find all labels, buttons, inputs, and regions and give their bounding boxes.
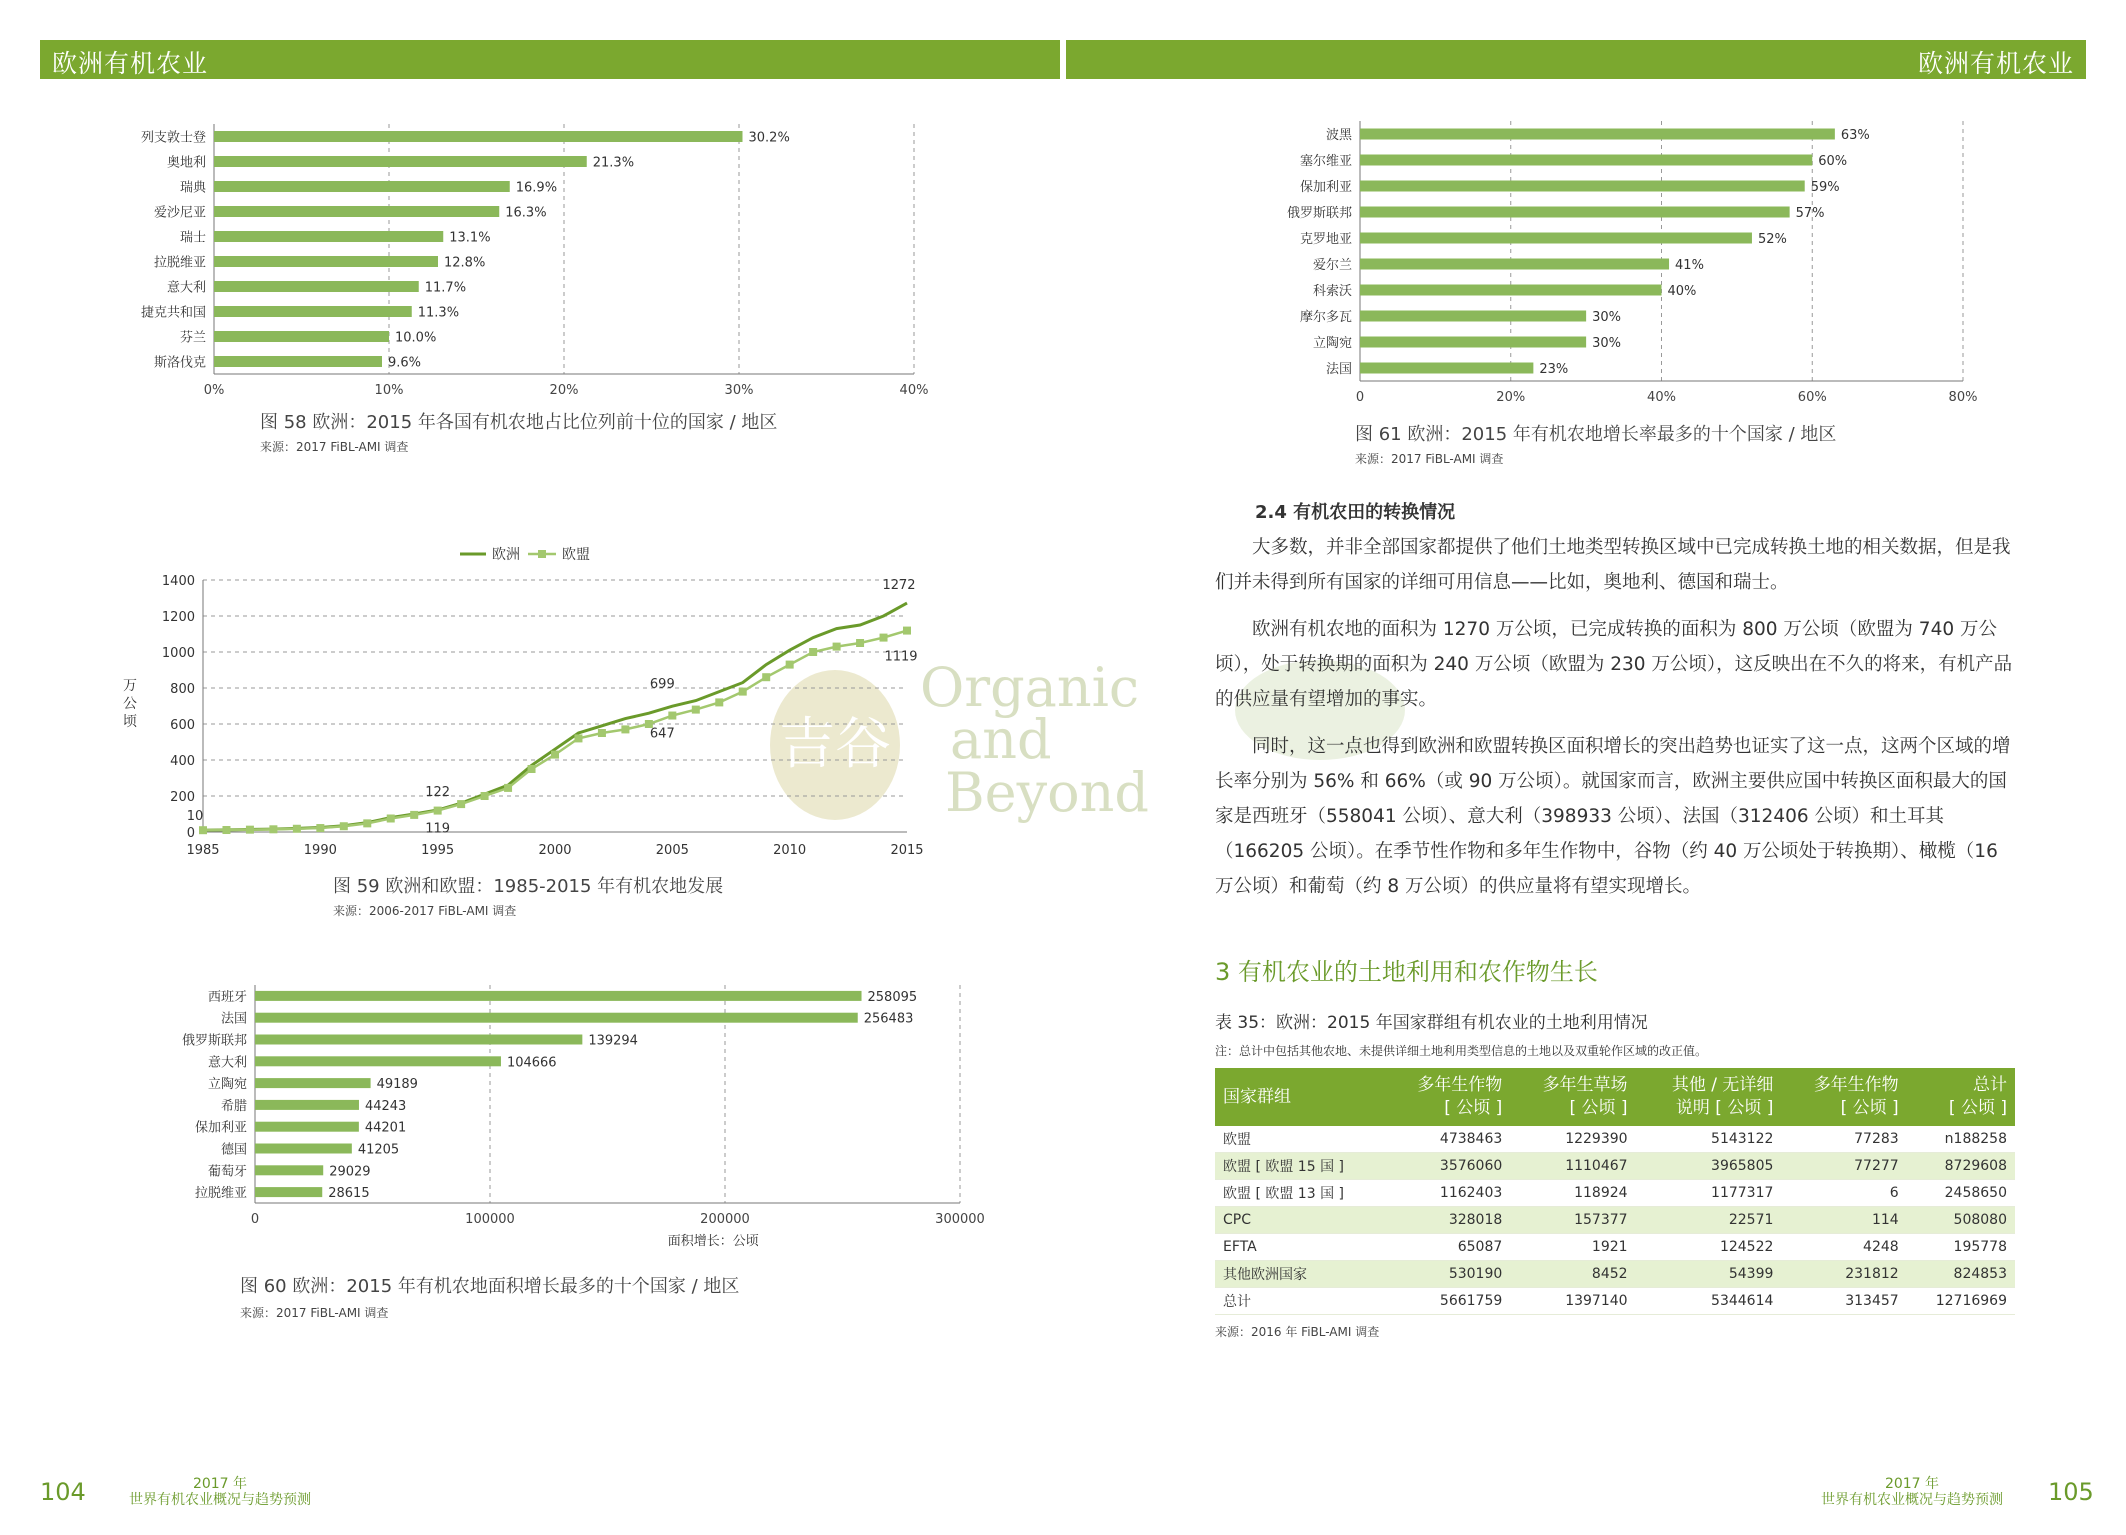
- table-row: [1215, 1180, 2015, 1207]
- fig58-category-label: 斯洛伐克: [153, 355, 206, 371]
- footer-title-right: [1812, 1476, 2012, 1508]
- fig61-caption: 图 61 欧洲：2015 年有机农地增长率最多的十个国家 / 地区: [1355, 424, 1837, 445]
- table-cell: 824853: [1907, 1261, 2015, 1288]
- fig61-tick-label: 0: [1355, 390, 1365, 405]
- fig61-category-label: 塞尔维亚: [1299, 154, 1352, 169]
- fig61-value-label: 60%: [1818, 154, 1848, 169]
- table-cell: 5143122: [1636, 1126, 1782, 1153]
- fig61-value-label: 63%: [1840, 128, 1870, 143]
- table-cell: 5344614: [1636, 1288, 1782, 1315]
- watermark-line-3: Beyond: [945, 761, 1150, 824]
- table-header-line-2: [ 公顷 ]: [1948, 1098, 2007, 1118]
- table-row: [1215, 1234, 2015, 1261]
- fig58-value-label: 11.7%: [424, 280, 467, 296]
- table-header-row: [1215, 1068, 2015, 1126]
- fig59-series-marker: [833, 643, 841, 651]
- fig61-value-label: 59%: [1810, 180, 1840, 195]
- fig61-tick-label: 20%: [1496, 390, 1526, 405]
- table-cell: 12716969: [1907, 1288, 2015, 1315]
- fig59-series-marker: [410, 811, 418, 819]
- table-cell: 157377: [1510, 1207, 1635, 1234]
- fig58-tick-label: 20%: [549, 383, 579, 398]
- table-header-cell: [1510, 1068, 1635, 1126]
- fig60-value-label: 44201: [364, 1120, 407, 1136]
- fig60-x-axis-label: 面积增长：公顷: [667, 1234, 759, 1249]
- fig59-series-marker: [715, 698, 723, 706]
- fig59-series-marker: [668, 712, 676, 720]
- table-row: [1215, 1261, 2015, 1288]
- fig61-category-label: 摩尔多瓦: [1299, 310, 1352, 325]
- fig59-x-tick-label: 2000: [538, 843, 572, 858]
- fig61-svg: [1220, 118, 2080, 418]
- fig58-tick-label: 40%: [899, 383, 929, 398]
- table-cell: 530190: [1385, 1261, 1510, 1288]
- table-row: [1215, 1207, 2015, 1234]
- fig59-series-marker: [574, 734, 582, 742]
- table35: [1215, 1068, 2015, 1315]
- table-row: [1215, 1153, 2015, 1180]
- table-cell: 2458650: [1907, 1180, 2015, 1207]
- fig59-series-marker: [269, 825, 277, 833]
- fig61-bar: [1360, 259, 1669, 270]
- fig58-svg: [100, 118, 960, 408]
- fig58-bar: [214, 331, 389, 342]
- fig58-value-label: 12.8%: [444, 255, 486, 271]
- table-header-line-2: [ 公顷 ]: [1840, 1098, 1899, 1118]
- fig59-data-label: 1119: [884, 649, 918, 665]
- fig58-chart: [100, 118, 960, 408]
- table-row: [1215, 1288, 2015, 1315]
- fig59-series-marker: [293, 825, 301, 833]
- fig59-data-label: 122: [425, 785, 451, 801]
- fig61-bar: [1360, 337, 1586, 348]
- fig61-value-label: 52%: [1757, 232, 1787, 247]
- table-cell: 1110467: [1510, 1153, 1635, 1180]
- fig59-chart: [100, 540, 960, 870]
- fig60-bar: [255, 1056, 501, 1066]
- table-cell: 195778: [1907, 1234, 2015, 1261]
- fig59-data-label: 699: [649, 677, 675, 693]
- fig61-category-label: 爱尔兰: [1312, 258, 1352, 273]
- watermark-line-2: and: [950, 708, 1052, 771]
- fig61-category-label: 科索沃: [1312, 284, 1352, 299]
- fig58-bar: [214, 231, 443, 242]
- header-bar-right: [1066, 40, 2086, 79]
- table-header-line-2: 说明 [ 公顷 ]: [1675, 1098, 1774, 1118]
- table-cell: 5661759: [1385, 1288, 1510, 1315]
- table-cell: 231812: [1781, 1261, 1906, 1288]
- table35-note: 注：总计中包括其他农地、未提供详细土地利用类型信息的土地以及双重轮作区域的改正值。: [1215, 1044, 1708, 1058]
- fig61-source: 来源：2017 FiBL-AMI 调查: [1355, 452, 1504, 466]
- fig61-value-label: 30%: [1592, 310, 1622, 325]
- fig59-y-axis-label: 公: [123, 696, 137, 712]
- fig61-category-label: 立陶宛: [1312, 336, 1352, 351]
- fig60-category-label: 意大利: [207, 1055, 247, 1071]
- table-cell: 118924: [1510, 1180, 1635, 1207]
- fig59-series-marker: [222, 826, 230, 834]
- section-2-4-body: [1215, 530, 2015, 916]
- fig59-series-marker: [739, 688, 747, 696]
- fig59-series-marker: [387, 815, 395, 823]
- fig59-x-tick-label: 1990: [303, 843, 337, 858]
- page-number-right: 105: [2048, 1478, 2094, 1506]
- fig61-category-label: 俄罗斯联邦: [1286, 206, 1352, 221]
- fig58-value-label: 16.3%: [505, 205, 547, 221]
- fig59-data-label: 10: [186, 809, 204, 825]
- fig59-data-label: 119: [425, 821, 451, 837]
- fig59-y-axis-label: 顷: [123, 714, 137, 730]
- table-cell: 4248: [1781, 1234, 1906, 1261]
- fig61-bar: [1360, 311, 1586, 322]
- fig58-value-label: 30.2%: [748, 130, 790, 146]
- fig60-tick-label: 200000: [700, 1212, 750, 1227]
- fig61-value-label: 40%: [1667, 284, 1697, 299]
- fig58-category-label: 意大利: [166, 280, 206, 296]
- fig59-y-tick-label: 800: [170, 682, 195, 697]
- fig61-bar: [1360, 363, 1533, 374]
- fig58-category-label: 瑞士: [179, 230, 206, 246]
- section-3-title: 3 有机农业的土地利用和农作物生长: [1215, 958, 1598, 986]
- table35-title: 表 35：欧洲：2015 年国家群组有机农业的土地利用情况: [1215, 1013, 1648, 1033]
- fig60-bar: [255, 1122, 359, 1132]
- table-header-cell: [1781, 1068, 1906, 1126]
- fig60-category-label: 西班牙: [207, 989, 247, 1005]
- fig58-category-label: 列支敦士登: [140, 130, 206, 146]
- fig60-value-label: 28615: [328, 1186, 370, 1202]
- fig60-value-label: 139294: [588, 1033, 638, 1049]
- fig59-x-tick-label: 2010: [773, 843, 807, 858]
- table-cell: 1229390: [1510, 1126, 1635, 1153]
- fig59-series-marker: [598, 729, 606, 737]
- table-cell: 总计: [1215, 1288, 1385, 1315]
- fig60-bar: [255, 1144, 352, 1154]
- paragraph-3: 同时，这一点也得到欧洲和欧盟转换区面积增长的突出趋势也证实了这一点，这两个区域的增长率分别为 56% 和 66%（或 90 万公顷）。就国家而言，欧洲主要供应国中转换区面积最大的国家是西班牙（558041 公顷）、意大利（398933 公顷）、法国（312406 公顷）和土耳其（166205 公顷）。在季节性作物和多年生作物中，谷物（约 40 万公顷处于转换期）、橄榄（16 万公顷）和葡萄（约 8 万公顷）的供应量将有望实现增长。: [1215, 736, 2011, 897]
- fig61-bar: [1360, 155, 1812, 166]
- table-cell: 77277: [1781, 1153, 1906, 1180]
- fig60-value-label: 29029: [329, 1164, 371, 1180]
- fig58-bar: [214, 181, 510, 192]
- table-header-cell: [1907, 1068, 2015, 1126]
- fig61-bar: [1360, 285, 1662, 296]
- table-cell: 114: [1781, 1207, 1906, 1234]
- table-cell: 22571: [1636, 1207, 1782, 1234]
- fig60-category-label: 法国: [220, 1011, 247, 1027]
- fig60-value-label: 104666: [506, 1055, 557, 1071]
- table-cell: 其他欧洲国家: [1215, 1261, 1385, 1288]
- table35-wrapper: [1215, 1068, 2015, 1315]
- fig61-value-label: 23%: [1539, 362, 1569, 377]
- table-header-line-1: 其他 / 无详细: [1671, 1075, 1774, 1095]
- fig59-series-marker: [363, 819, 371, 827]
- fig58-caption: 图 58 欧洲：2015 年各国有机农地占比位列前十位的国家 / 地区: [260, 412, 778, 433]
- fig61-bar: [1360, 181, 1805, 192]
- fig61-bar: [1360, 207, 1790, 218]
- fig59-series-marker: [457, 800, 465, 808]
- watermark-line-1: Organic: [920, 656, 1140, 719]
- paragraph-1: 大多数，并非全部国家都提供了他们土地类型转换区域中已完成转换土地的相关数据，但是我们并未得到所有国家的详细可用信息——比如，奥地利、德国和瑞士。: [1215, 537, 2011, 593]
- fig58-bar: [214, 256, 438, 267]
- table-cell: EFTA: [1215, 1234, 1385, 1261]
- footer-book-title-right: 世界有机农业概况与趋势预测: [1821, 1492, 2003, 1508]
- footer-year-right: 2017 年: [1884, 1476, 1940, 1492]
- table-cell: 3576060: [1385, 1153, 1510, 1180]
- fig60-source: 来源：2017 FiBL-AMI 调查: [240, 1306, 389, 1320]
- section-2-4-title: 2.4 有机农田的转换情况: [1255, 502, 1456, 523]
- fig58-value-label: 13.1%: [449, 230, 491, 246]
- fig61-chart: [1220, 118, 2080, 418]
- fig59-legend-label: 欧洲: [492, 547, 520, 563]
- table-cell: 1397140: [1510, 1288, 1635, 1315]
- fig60-bar: [255, 1100, 359, 1110]
- fig60-category-label: 立陶宛: [207, 1077, 247, 1093]
- table-cell: 欧盟: [1215, 1126, 1385, 1153]
- table-cell: 欧盟 [ 欧盟 13 国 ]: [1215, 1180, 1385, 1207]
- watermark-seal: 吉谷: [770, 670, 900, 820]
- fig60-bar: [255, 1013, 858, 1023]
- fig59-series-marker: [762, 673, 770, 681]
- fig61-bar: [1360, 233, 1752, 244]
- fig59-series-marker: [551, 751, 559, 759]
- table-cell: 1162403: [1385, 1180, 1510, 1207]
- fig61-bar: [1360, 129, 1835, 140]
- fig58-value-label: 10.0%: [395, 330, 437, 346]
- fig59-y-tick-label: 600: [170, 718, 195, 733]
- fig58-category-label: 爱沙尼亚: [153, 205, 206, 221]
- fig59-y-axis-label: 万: [123, 678, 137, 694]
- table-cell: 508080: [1907, 1207, 2015, 1234]
- fig58-tick-label: 0%: [203, 383, 225, 398]
- fig60-value-label: 258095: [867, 989, 918, 1005]
- fig61-tick-label: 40%: [1647, 390, 1676, 405]
- fig58-category-label: 芬兰: [179, 330, 206, 346]
- fig59-legend-label: 欧盟: [562, 547, 590, 563]
- fig59-caption: 图 59 欧洲和欧盟：1985-2015 年有机农地发展: [333, 876, 724, 897]
- header-bar-left: [40, 40, 1060, 79]
- fig58-bar: [214, 306, 412, 317]
- fig60-category-label: 拉脱维亚: [194, 1186, 247, 1202]
- fig60-bar: [255, 1165, 323, 1175]
- fig59-x-tick-label: 1995: [421, 843, 455, 858]
- fig59-y-tick-label: 200: [170, 790, 195, 805]
- table-cell: 3965805: [1636, 1153, 1782, 1180]
- fig58-value-label: 9.6%: [388, 355, 422, 371]
- fig60-value-label: 256483: [863, 1011, 914, 1027]
- table-cell: 欧盟 [ 欧盟 15 国 ]: [1215, 1153, 1385, 1180]
- fig60-value-label: 41205: [357, 1142, 400, 1158]
- fig60-category-label: 葡萄牙: [207, 1164, 247, 1180]
- table-row: [1215, 1126, 2015, 1153]
- fig61-category-label: 保加利亚: [1299, 180, 1352, 195]
- footer-title-left: [120, 1476, 320, 1508]
- fig61-value-label: 30%: [1592, 336, 1622, 351]
- table-cell: 124522: [1636, 1234, 1782, 1261]
- fig59-series-marker: [199, 826, 207, 834]
- fig59-x-tick-label: 2015: [890, 843, 924, 858]
- table-header-line-2: [ 公顷 ]: [1444, 1098, 1503, 1118]
- fig59-series-marker: [809, 648, 817, 656]
- fig59-series-marker: [528, 765, 536, 773]
- table-header-line-2: [ 公顷 ]: [1569, 1098, 1628, 1118]
- fig60-value-label: 44243: [364, 1098, 407, 1114]
- header-title-left: 欧洲有机农业: [52, 49, 209, 78]
- fig59-series-line: [203, 631, 907, 831]
- fig61-category-label: 克罗地亚: [1299, 232, 1352, 247]
- table35-source: 来源：2016 年 FiBL-AMI 调查: [1215, 1325, 1380, 1339]
- table-header-cell: [1636, 1068, 1782, 1126]
- fig60-tick-label: 300000: [935, 1212, 985, 1227]
- fig58-category-label: 捷克共和国: [140, 305, 206, 321]
- footer-year-left: 2017 年: [192, 1476, 248, 1492]
- table-cell: 8452: [1510, 1261, 1635, 1288]
- header-title-right: 欧洲有机农业: [1917, 49, 2074, 78]
- fig59-y-tick-label: 0: [186, 826, 195, 841]
- fig58-category-label: 奥地利: [166, 155, 206, 171]
- table-cell: n188258: [1907, 1126, 2015, 1153]
- fig59-series-marker: [786, 661, 794, 669]
- fig59-series-marker: [621, 725, 629, 733]
- fig59-data-label: 647: [649, 726, 675, 742]
- fig58-bar: [214, 131, 743, 142]
- table-cell: 313457: [1781, 1288, 1906, 1315]
- fig59-series-marker: [692, 706, 700, 714]
- table-header-line-1: 多年生草场: [1542, 1075, 1628, 1095]
- table-cell: 328018: [1385, 1207, 1510, 1234]
- fig58-tick-label: 30%: [724, 383, 754, 398]
- fig60-tick-label: 100000: [465, 1212, 515, 1227]
- fig60-bar: [255, 991, 862, 1001]
- table-header-line-1: 多年生作物: [1417, 1075, 1503, 1095]
- fig60-caption: 图 60 欧洲：2015 年有机农地面积增长最多的十个国家 / 地区: [240, 1276, 740, 1297]
- fig59-series-marker: [856, 639, 864, 647]
- table-cell: 8729608: [1907, 1153, 2015, 1180]
- table-cell: 1177317: [1636, 1180, 1782, 1207]
- table-cell: 6: [1781, 1180, 1906, 1207]
- fig60-category-label: 德国: [220, 1142, 247, 1158]
- fig58-bar: [214, 206, 499, 217]
- fig58-value-label: 21.3%: [592, 155, 635, 171]
- fig58-value-label: 11.3%: [417, 305, 460, 321]
- table-cell: CPC: [1215, 1207, 1385, 1234]
- paragraph-2: 欧洲有机农地的面积为 1270 万公顷，已完成转换的面积为 800 万公顷（欧盟为 740 万公顷），处于转换期的面积为 240 万公顷（欧盟为 230 万公顷），这反映出在不久的将来，有机产品的供应量有望增加的事实。: [1215, 619, 2013, 710]
- fig59-series-marker: [316, 824, 324, 832]
- fig59-y-tick-label: 1000: [161, 646, 195, 661]
- page-number-left: 104: [40, 1478, 86, 1506]
- fig60-tick-label: 0: [250, 1212, 260, 1227]
- fig59-series-marker: [504, 784, 512, 792]
- fig58-bar: [214, 156, 587, 167]
- table-header-cell: [1215, 1068, 1385, 1126]
- footer-book-title-left: 世界有机农业概况与趋势预测: [129, 1492, 311, 1508]
- fig59-legend-marker: [538, 550, 546, 558]
- fig59-y-tick-label: 1400: [161, 574, 195, 589]
- fig60-chart: [100, 985, 985, 1255]
- fig59-series-marker: [880, 634, 888, 642]
- fig59-series-marker: [481, 792, 489, 800]
- fig58-category-label: 拉脱维亚: [153, 255, 206, 271]
- fig61-category-label: 波黑: [1325, 128, 1352, 143]
- fig60-svg: [100, 985, 985, 1255]
- fig59-source: 来源：2006-2017 FiBL-AMI 调查: [333, 904, 517, 918]
- fig61-value-label: 41%: [1675, 258, 1704, 273]
- fig60-category-label: 保加利亚: [194, 1120, 247, 1136]
- fig59-data-label: 1272: [882, 578, 916, 594]
- fig59-x-tick-label: 2005: [655, 843, 689, 858]
- fig58-source: 来源：2017 FiBL-AMI 调查: [260, 440, 409, 454]
- fig60-bar: [255, 1035, 582, 1045]
- table-header-line-1: 国家群组: [1223, 1086, 1291, 1107]
- fig60-category-label: 俄罗斯联邦: [181, 1033, 247, 1049]
- fig59-series-marker: [246, 826, 254, 834]
- table-cell: 54399: [1636, 1261, 1782, 1288]
- fig61-category-label: 法国: [1325, 362, 1352, 377]
- table-header-line-1: 多年生作物: [1813, 1075, 1899, 1095]
- table-cell: 77283: [1781, 1126, 1906, 1153]
- fig59-series-marker: [903, 627, 911, 635]
- table-cell: 65087: [1385, 1234, 1510, 1261]
- fig61-tick-label: 80%: [1948, 390, 1978, 405]
- table-header-line-1: 总计: [1973, 1075, 2007, 1095]
- table-cell: 1921: [1510, 1234, 1635, 1261]
- fig59-svg: [100, 540, 960, 870]
- fig60-category-label: 希腊: [220, 1098, 247, 1114]
- fig59-series-marker: [434, 807, 442, 815]
- fig59-series-marker: [340, 822, 348, 830]
- fig60-value-label: 49189: [376, 1077, 418, 1093]
- fig58-value-label: 16.9%: [515, 180, 558, 196]
- fig61-value-label: 57%: [1795, 206, 1825, 221]
- fig58-category-label: 瑞典: [179, 180, 206, 196]
- fig58-bar: [214, 356, 382, 367]
- fig59-x-tick-label: 1985: [186, 843, 220, 858]
- fig59-y-tick-label: 400: [170, 754, 195, 769]
- fig59-y-tick-label: 1200: [161, 610, 195, 625]
- table-cell: 4738463: [1385, 1126, 1510, 1153]
- fig60-bar: [255, 1187, 322, 1197]
- fig58-tick-label: 10%: [374, 383, 404, 398]
- table-header-cell: [1385, 1068, 1510, 1126]
- fig61-tick-label: 60%: [1797, 390, 1827, 405]
- fig60-bar: [255, 1078, 371, 1088]
- fig58-bar: [214, 281, 419, 292]
